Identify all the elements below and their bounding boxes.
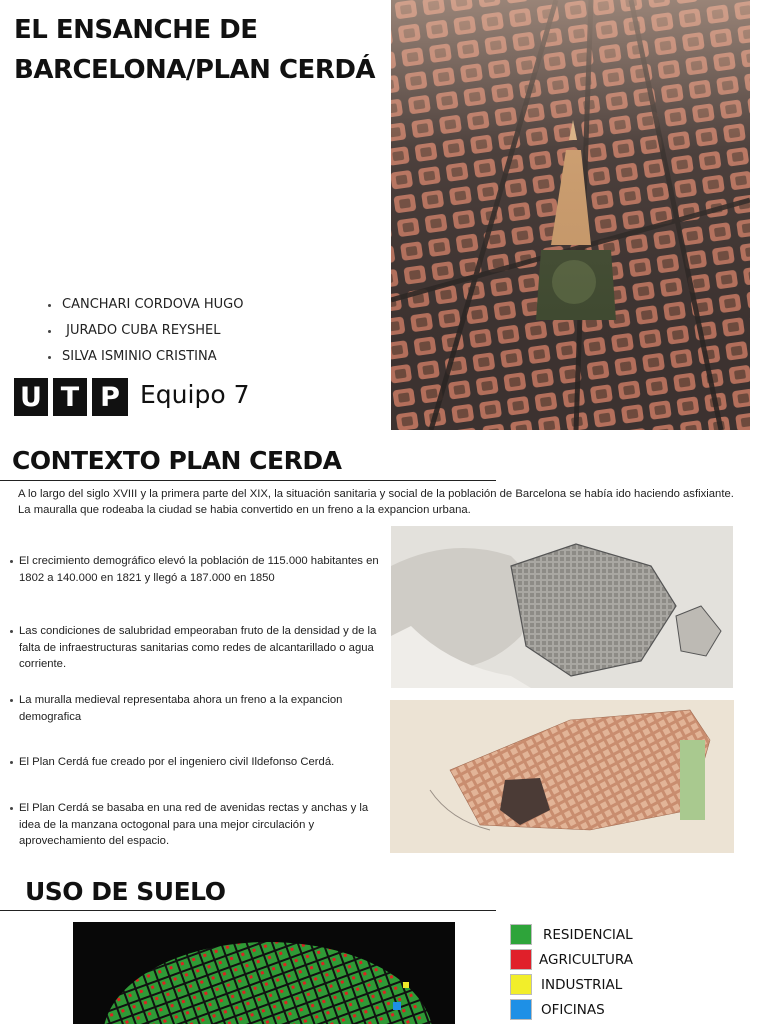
bullet-dot: [48, 330, 51, 333]
team-member-item: [46, 320, 243, 346]
bullet-text: El Plan Cerdá se basaba en una red de avenidas rectas y anchas y la idea de la manzana octogonal para una mejor circulación y aprovechamiento del espacio.: [19, 802, 369, 847]
bullet-dot: [48, 304, 51, 307]
contexto-bullet-item: [8, 800, 391, 850]
legend-swatch: [510, 999, 532, 1020]
contexto-intro: A lo largo del siglo XVIII y la primera parte del XIX, la situación sanitaria y social de la población de Barcelona se había ido haciendo asfixiante. La mauralla que rodeaba la ciudad se habia convertido en un freno a la expancion urbana.: [18, 488, 734, 516]
uso-suelo-divider: [0, 910, 496, 911]
bullet-text: Las condiciones de salubridad empeoraban fruto de la densidad y de la falta de infraestructuras sanitarias como redes de alcantarillado o agua corriente.: [19, 625, 377, 670]
legend-label: RESIDENCIAL: [543, 926, 633, 943]
bullet-dot: [10, 560, 13, 563]
land-use-map: [73, 922, 455, 1024]
page-title: [14, 10, 384, 90]
legend-swatch: [510, 924, 532, 945]
legend-item-oficinas: [510, 999, 710, 1020]
bullet-dot: [10, 699, 13, 702]
logo-letter: P: [92, 378, 128, 416]
contexto-bullet-item: [8, 754, 391, 771]
legend-swatch: [510, 949, 532, 970]
legend-item-residencial: [510, 924, 710, 945]
legend-label: OFICINAS: [541, 1001, 605, 1018]
logo-letter: T: [53, 378, 87, 416]
aerial-photo-eixample: [391, 0, 750, 430]
contexto-bullet-item: [8, 623, 391, 673]
legend-label: INDUSTRIAL: [541, 976, 623, 993]
uso-suelo-heading: USO DE SUELO: [25, 877, 226, 906]
title-line-1: EL ENSANCHE DE: [14, 15, 258, 45]
bullet-dot: [10, 761, 13, 764]
team-member-name: CANCHARI CORDOVA HUGO: [62, 297, 244, 312]
team-member-name: SILVA ISMINIO CRISTINA: [62, 349, 217, 364]
historic-map-walled-city: [391, 526, 733, 688]
contexto-bullet-item: [8, 553, 391, 586]
legend-item-agricultura: [510, 949, 710, 970]
historic-map-cerda-plan: [390, 700, 734, 853]
bullet-dot: [10, 807, 13, 810]
team-label: Equipo 7: [140, 380, 250, 409]
team-members-list: [46, 294, 243, 372]
contexto-heading: CONTEXTO PLAN CERDA: [12, 446, 342, 475]
contexto-bullet-item: [8, 692, 391, 725]
team-member-item: [46, 346, 243, 372]
utp-logo: [14, 378, 128, 416]
bullet-text: La muralla medieval representaba ahora un freno a la expancion demografica: [19, 694, 343, 723]
bullet-dot: [48, 356, 51, 359]
title-line-2: BARCELONA/PLAN CERDÁ: [14, 55, 376, 85]
bullet-text: El Plan Cerdá fue creado por el ingeniero civil Ildefonso Cerdá.: [19, 756, 335, 768]
bullet-dot: [10, 630, 13, 633]
team-member-name: JURADO CUBA REYSHEL: [62, 323, 221, 338]
contexto-divider: [0, 480, 496, 481]
team-member-item: [46, 294, 243, 320]
legend-swatch: [510, 974, 532, 995]
legend-item-industrial: [510, 974, 710, 995]
bullet-text: El crecimiento demográfico elevó la población de 115.000 habitantes en 1802 a 140.000 en 1821 y llegó a 187.000 en 1850: [19, 555, 379, 584]
logo-letter: U: [14, 378, 48, 416]
legend-label: AGRICULTURA: [539, 951, 633, 968]
